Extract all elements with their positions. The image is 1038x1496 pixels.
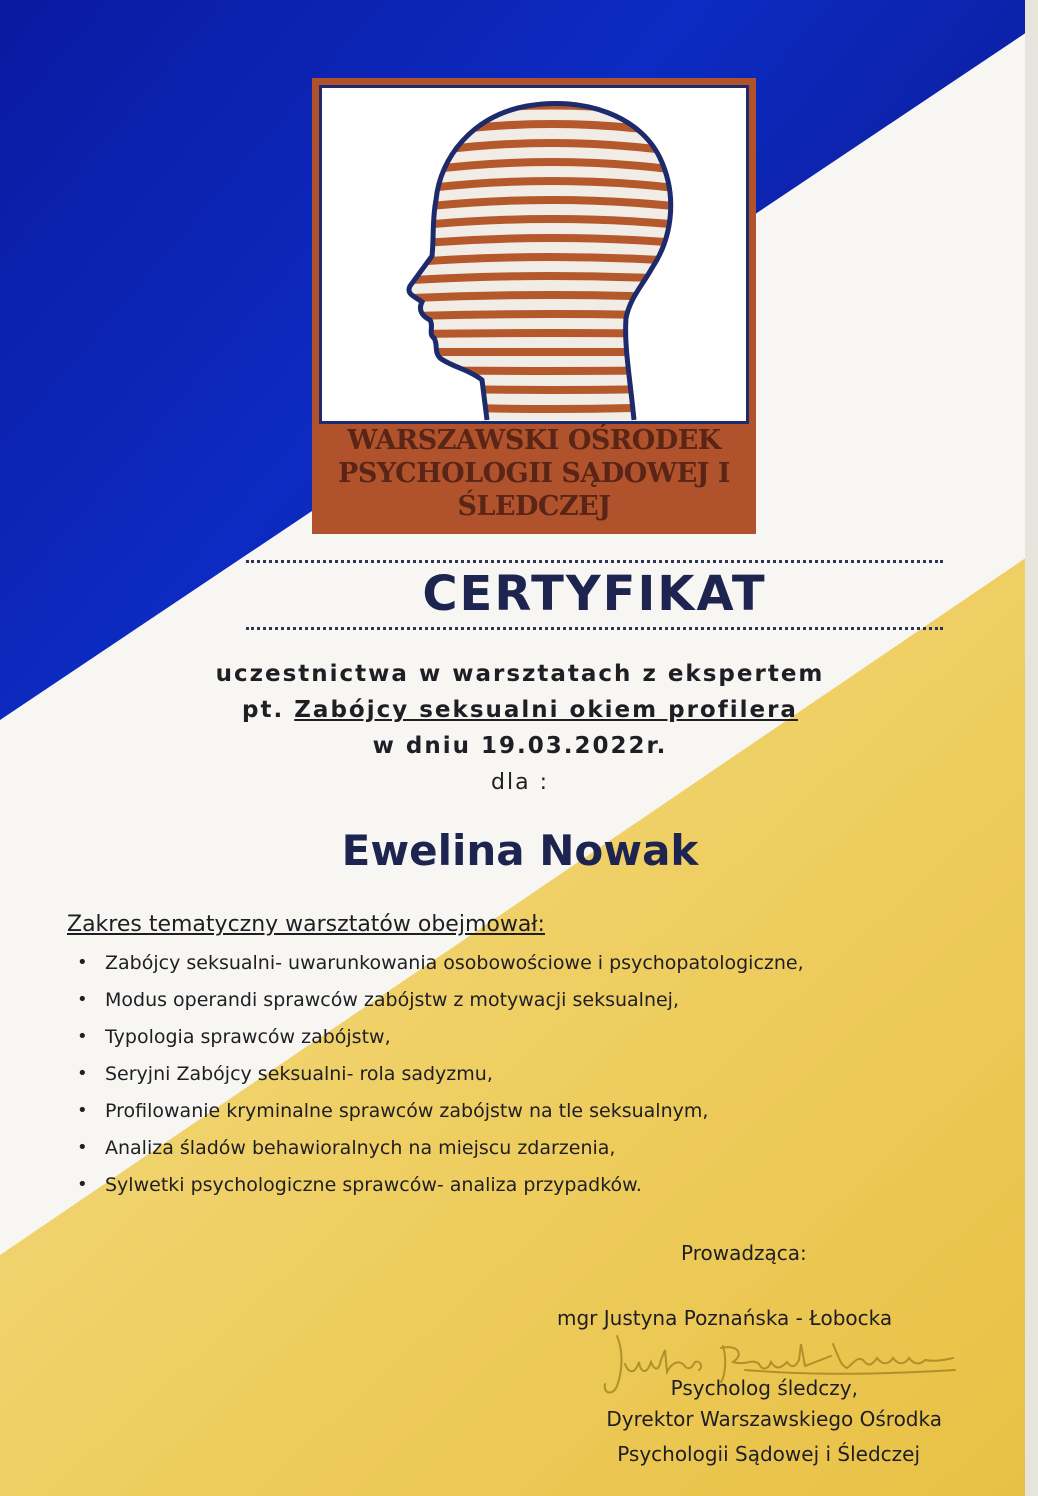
dotted-divider-bottom [246,627,943,630]
institute-logo [312,78,756,534]
list-item: • Seryjni Zabójcy seksualni- rola sadyzmu, [77,1063,804,1100]
list-item: • Typologia sprawców zabójstw, [77,1026,804,1063]
institute-name [312,424,756,523]
role-line: Psycholog śledczy, [670,1376,858,1400]
topics-list [77,952,804,1211]
certificate-title: CERTYFIKAT [422,566,767,622]
dotted-divider-top [246,560,943,563]
logo-image-panel [322,88,746,421]
date-line: w dniu 19.03.2022r. [372,733,668,759]
institute-name-line: PSYCHOLOGII SĄDOWEJ I [338,458,730,489]
instructor-name: mgr Justyna Poznańska - Łobocka [557,1306,893,1330]
recipient-name: Ewelina Nowak [341,826,699,875]
institute-name-line: ŚLEDCZEJ [457,491,611,522]
workshop-title: Zabójcy seksualni okiem profilera [294,697,798,723]
institute-name-line: WARSZAWSKI OŚRODEK [347,425,721,456]
instructor-label: Prowadząca: [681,1241,807,1265]
scope-heading: Zakres tematyczny warsztatów obejmował: [67,912,545,937]
workshop-title-prefix: pt. [242,697,285,723]
workshop-title-line [120,697,920,723]
role-line: Psychologii Sądowej i Śledczej [617,1442,920,1466]
list-item: • Profilowanie kryminalne sprawców zabójstw na tle seksualnym, [77,1100,804,1137]
list-item: • Zabójcy seksualni- uwarunkowania osobowościowe i psychopatologiczne, [77,952,804,989]
list-item: • Sylwetki psychologiczne sprawców- analiza przypadków. [77,1174,804,1211]
participation-line: uczestnictwa w warsztatach z ekspertem [215,661,825,687]
fingerprint-head-icon [322,88,746,421]
list-item: • Modus operandi sprawców zabójstw z motywacji seksualnej, [77,989,804,1026]
list-item: • Analiza śladów behawioralnych na miejscu zdarzenia, [77,1137,804,1174]
role-line: Dyrektor Warszawskiego Ośrodka [606,1407,942,1431]
for-label: dla : [491,770,549,795]
